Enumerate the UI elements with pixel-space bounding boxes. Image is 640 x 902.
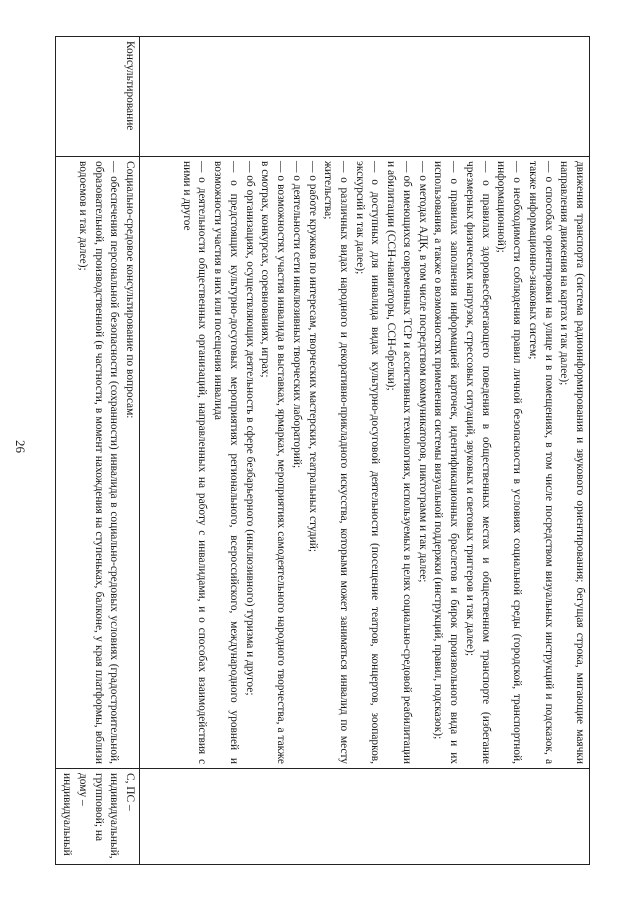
content-paragraph: — о методах АДК, в том числе посредством коммуникаторов, пиктограмм и так далее;: [416, 161, 429, 583]
service-name-cell: Консультирование: [56, 37, 140, 157]
service-content-cell: [140, 157, 590, 769]
content-paragraph: — о правилах заполнения информацией карточек, идентификационных браслетов и бирок произвольного вида и их использования, а также о возможностях применения системы визуальной поддержки (инструкций, правил, подсказок);: [432, 161, 461, 764]
content-paragraph: — о деятельности общественных организаций, направленных на работу с инвалидами, и о способах взаимодействия с ними и другое: [180, 161, 209, 764]
content-paragraph: движения транспорта (система радиоинформирования и звукового ориентирования; бегущая строка, мигающие маячки направления движения на картах и так далее);: [558, 161, 586, 764]
content-paragraph: — о работе кружков по интересам, творческих мастерских, театральных студий;: [306, 161, 319, 552]
document-sheet: [61, 36, 590, 864]
content-paragraph: — о доступных для инвалида видах культурно-досуговой деятельности (посещение театров, концертов, зоопарков, экскурсий и так далее);: [353, 161, 382, 764]
table-row: [56, 37, 140, 865]
content-paragraph: — обеспечения персональной безопасности (сохранности) инвалида в социально-средовых условиях (градостроительной, образовательной, производственной (в частности, в момент нахождения на ступеньках, балконе, у края платформы, вблизи водоемов и так далее);: [76, 161, 121, 764]
content-paragraph: — о необходимости соблюдения правил личной безопасности в условиях социальной среды (городской, транспортной, информационной);: [495, 161, 524, 764]
service-name-cell: [140, 37, 590, 157]
service-format-cell: [140, 769, 590, 865]
content-paragraph: — о возможностях участия инвалида в выставках, ярмарках, мероприятиях самодеятельного народного творчества, а также в смотрах, конкурсах, соревнованиях, играх;: [259, 161, 288, 764]
content-paragraph: — о различных видах народного и декоративно-прикладного искусства, которыми может заниматься инвалид по месту жительства;: [322, 161, 350, 764]
content-paragraph: — об организациях, осуществляющих деятельность в сфере безбарьерного (инклюзивного) туризма и другое;: [243, 161, 256, 696]
content-paragraph: — о способах ориентировки на улице и в помещениях, в том числе посредством визуальных инструкций и подсказок, а также информационно-знаковых систем;: [526, 161, 555, 764]
content-paragraph: — о деятельности сети инклюзивных творческих лабораторий;: [290, 161, 303, 469]
service-content-cell: [56, 157, 140, 769]
page-number: 26: [13, 440, 28, 453]
services-table: [55, 36, 590, 865]
content-paragraph: — о предстоящих культурно-досуговых мероприятиях регионального, всероссийского, международного уровней и возможности участия в них или посещения инвалида: [212, 161, 240, 764]
content-paragraph: — о правилах здоровьесберегающего поведения в общественных местах и общественном транспорте (избегание чрезмерных физических нагрузок, стрессовых ситуаций, звуковых и световых триггеров и так далее);: [463, 161, 492, 764]
service-format-cell: С, ПС – индивидуальный, групповой; на дому – индивидуальный: [56, 769, 140, 865]
content-paragraph: — об имеющихся современных ТСР и ассистивных технологиях, используемых в целях социально-средовой реабилитации и абилитации (ССН-навигаторы, ССН-брелки);: [385, 161, 413, 764]
table-row: [140, 37, 590, 865]
content-paragraph: Социально-средовое консультирование по вопросам:: [124, 161, 136, 419]
